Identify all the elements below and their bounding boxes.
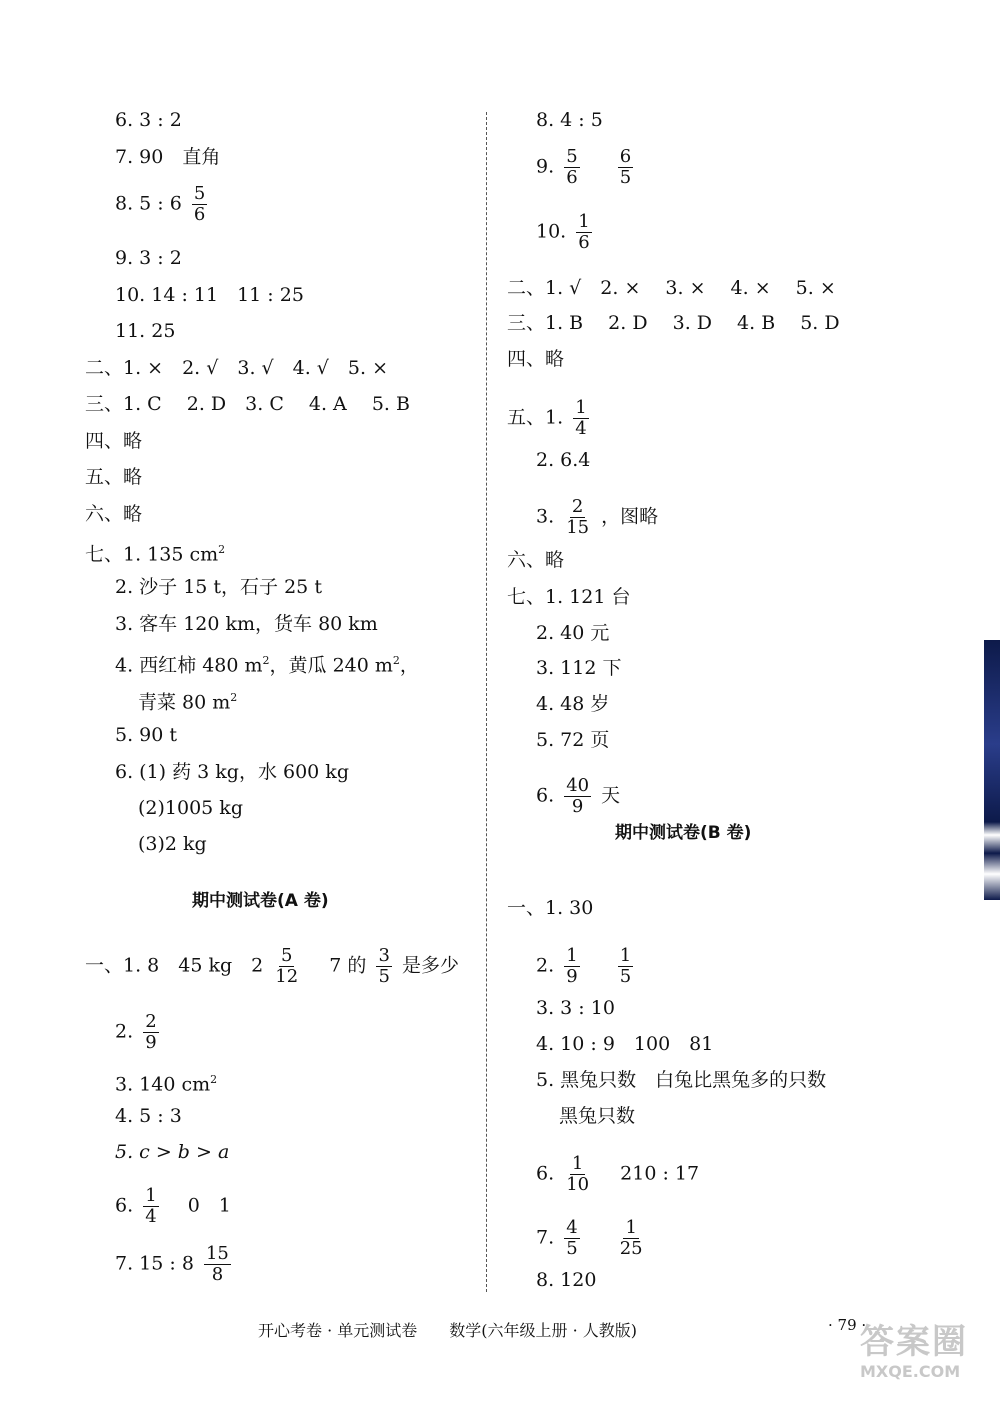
answer-line [115, 1068, 217, 1096]
fraction [273, 946, 300, 987]
superscript: 2 [218, 543, 226, 556]
numerator: 5 [566, 146, 578, 167]
answer-line: 4. 5 : 3 [115, 1105, 182, 1127]
answer-line: 6. (1) 药 3 kg，水 600 kg [115, 761, 349, 783]
answer-line: 二、1. √ 2. × 3. × 4. × 5. × [507, 277, 836, 299]
answer-line: (3)2 kg [138, 833, 207, 855]
numerator: 1 [578, 211, 590, 232]
fraction [564, 497, 591, 538]
fraction [564, 776, 591, 817]
answer-line: (2)1005 kg [138, 797, 243, 819]
answer-line: 七、1. 121 台 [507, 586, 631, 608]
denominator: 5 [566, 1238, 578, 1259]
answer-line: 一、1. 30 [507, 897, 594, 919]
answer-line: 10. 14 : 11 11 : 25 [115, 284, 304, 306]
fraction [576, 212, 591, 253]
answer-line: 8. 120 [536, 1269, 597, 1291]
answer-text: ，图略 [601, 505, 659, 528]
section-title-a: 期中测试卷(A 卷) [192, 891, 329, 911]
numerator: 1 [619, 945, 632, 966]
answer-line: 四、略 [85, 430, 143, 452]
answer-line: 5. c > b > a [115, 1141, 230, 1163]
numerator: 1 [575, 397, 587, 418]
answer-text: 七、1. 135 cm [85, 543, 219, 566]
answer-line [536, 212, 596, 253]
numerator: 5 [193, 183, 206, 204]
answer-line: 2. 沙子 15 t，石子 25 t [115, 576, 322, 598]
answer-line: 三、1. C 2. D 3. C 4. A 5. B [85, 393, 410, 415]
answer-text: ， [399, 654, 419, 677]
numerator: 6 [619, 146, 632, 167]
numerator: 40 [566, 775, 590, 796]
answer-text: 2. [115, 1020, 134, 1043]
answer-line: 5. 黑兔只数 白兔比黑兔多的只数 [536, 1069, 827, 1091]
answer-text: 3. 140 cm [115, 1073, 211, 1096]
answer-text: 7. [536, 1226, 555, 1249]
answer-line: 三、1. B 2. D 3. D 4. B 5. D [507, 312, 840, 334]
numerator: 2 [571, 496, 584, 517]
answer-line: 6. 3 : 2 [115, 109, 182, 131]
answer-line: 5. 90 t [115, 724, 178, 746]
denominator: 5 [378, 966, 390, 987]
answer-text: 2. [536, 954, 555, 977]
fraction [573, 398, 588, 439]
answer-text: ，黄瓜 240 m [269, 654, 393, 677]
answer-text: 青菜 80 m [138, 691, 231, 714]
answer-line [507, 398, 593, 439]
fraction [204, 1244, 231, 1285]
answer-text: 7 的 [310, 954, 367, 977]
answer-line: 黑兔只数 [559, 1105, 636, 1127]
answer-line: 六、略 [507, 549, 565, 571]
answer-text: 3. [536, 505, 555, 528]
numerator: 2 [145, 1011, 157, 1032]
answer-line [536, 946, 637, 987]
answer-text: 是多少 [401, 954, 459, 977]
fraction [143, 1186, 158, 1227]
watermark-url: MXQE.COM [860, 1362, 961, 1381]
answer-text: 6. [536, 784, 555, 807]
answer-line: 4. 10 : 9 100 81 [536, 1033, 714, 1055]
answer-line [115, 1244, 235, 1285]
answer-text: 210 : 17 [601, 1162, 700, 1185]
superscript: 2 [210, 1073, 218, 1086]
fraction [618, 946, 633, 987]
answer-line: 5. 72 页 [536, 729, 610, 751]
answer-line: 3. 客车 120 km，货车 80 km [115, 613, 378, 635]
answer-line: 3. 3 : 10 [536, 997, 615, 1019]
fraction [143, 1012, 158, 1053]
answer-text: 一、1. 8 45 kg 2 [85, 954, 264, 977]
answer-line [115, 184, 211, 225]
answer-text: 9. [536, 155, 555, 178]
denominator: 9 [571, 796, 584, 817]
denominator: 12 [275, 966, 299, 987]
answer-line [115, 1186, 231, 1227]
answer-line [536, 1218, 649, 1259]
denominator: 8 [211, 1264, 224, 1285]
numerator: 1 [625, 1217, 637, 1238]
answer-line [536, 1154, 699, 1195]
answer-text: 6. [536, 1162, 555, 1185]
fraction [564, 946, 579, 987]
denominator: 6 [566, 167, 578, 188]
answer-text: 0 1 [168, 1194, 231, 1217]
answer-line: 7. 90 直角 [115, 146, 221, 168]
numerator: 4 [566, 1217, 578, 1238]
fraction [618, 147, 633, 188]
answer-line: 六、略 [85, 503, 143, 525]
numerator: 15 [205, 1243, 229, 1264]
denominator: 5 [619, 167, 632, 188]
answer-text: 五、1. [507, 406, 564, 429]
answer-text: 天 [601, 784, 621, 807]
answer-line: 8. 4 : 5 [536, 109, 603, 131]
fraction [192, 184, 207, 225]
page-number: · 79 · [828, 1316, 867, 1334]
answer-line [85, 538, 225, 566]
fraction [618, 1218, 645, 1259]
superscript: 2 [392, 654, 400, 667]
denominator: 5 [619, 966, 632, 987]
numerator: 1 [566, 945, 578, 966]
denominator: 9 [145, 1032, 157, 1053]
numerator: 5 [281, 945, 293, 966]
answer-line: 11. 25 [115, 320, 176, 342]
answer-line: 2. 6.4 [536, 449, 591, 471]
page-footer: 开心考卷 · 单元测试卷 数学(六年级上册 · 人教版) [258, 1321, 638, 1340]
answer-line: 4. 48 岁 [536, 693, 610, 715]
answer-line: 3. 112 下 [536, 657, 622, 679]
answer-text: 6. [115, 1194, 134, 1217]
answer-line: 2. 40 元 [536, 622, 610, 644]
denominator: 4 [145, 1206, 157, 1227]
fraction [564, 1154, 591, 1195]
denominator: 6 [193, 204, 206, 225]
fraction [564, 1218, 579, 1259]
answer-text: 4. 西红柿 480 m [115, 654, 263, 677]
answer-line [115, 649, 419, 677]
answer-line [85, 946, 459, 987]
watermark-text: 答案圈 [860, 1322, 968, 1362]
denominator: 6 [578, 232, 590, 253]
answer-line: 9. 3 : 2 [115, 247, 182, 269]
answer-line [536, 147, 637, 188]
denominator: 15 [566, 517, 590, 538]
fraction [376, 946, 391, 987]
answer-text: 7. 15 : 8 [115, 1252, 194, 1275]
superscript: 2 [262, 654, 270, 667]
column-divider [486, 112, 487, 1292]
answer-line: 二、1. × 2. √ 3. √ 4. √ 5. × [85, 357, 388, 379]
denominator: 9 [566, 966, 578, 987]
numerator: 1 [145, 1185, 157, 1206]
numerator: 1 [571, 1153, 584, 1174]
denominator: 4 [575, 418, 587, 439]
answer-text: 10. [536, 220, 567, 243]
answer-text: 8. 5 : 6 [115, 192, 182, 215]
answer-line: 四、略 [507, 348, 565, 370]
denominator: 25 [619, 1238, 643, 1259]
superscript: 2 [230, 691, 238, 704]
answer-line [536, 497, 658, 538]
section-title-b: 期中测试卷(B 卷) [615, 823, 752, 843]
numerator: 3 [378, 945, 390, 966]
denominator: 10 [566, 1174, 590, 1195]
answer-line [536, 776, 620, 817]
answer-line [138, 686, 237, 714]
fraction [564, 147, 579, 188]
edge-binding-strip [984, 640, 1000, 900]
answer-line [115, 1012, 163, 1053]
answer-line: 五、略 [85, 466, 143, 488]
watermark-logo [860, 1322, 995, 1400]
